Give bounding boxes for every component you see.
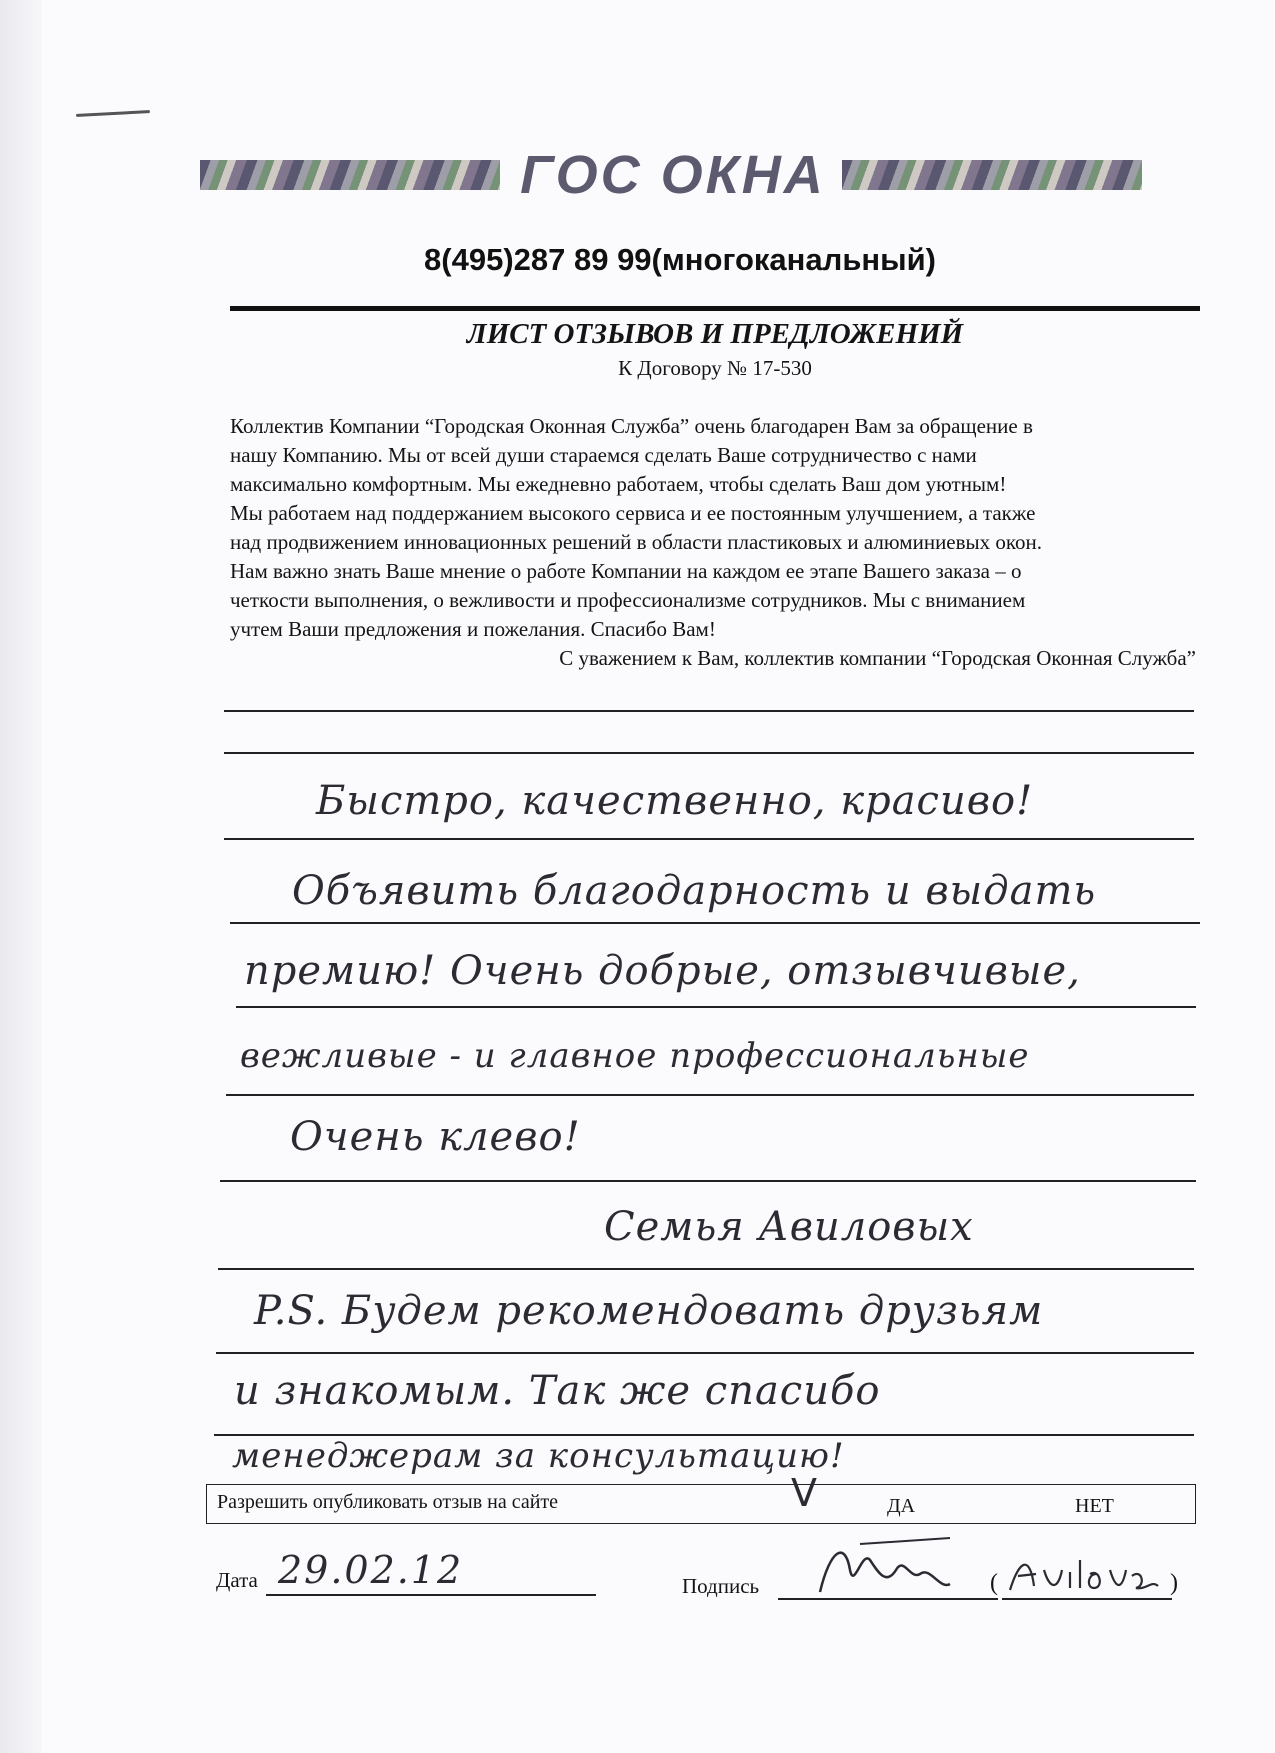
signature-label: Подпись [682,1574,760,1598]
date-field-line [266,1594,596,1596]
check-mark-icon[interactable]: V [791,1471,817,1515]
intro-line: Коллектив Компании “Городская Оконная Служба” очень благодарен Вам за обращение в [230,414,1033,438]
publish-permission-label: Разрешить опубликовать отзыв на сайте [217,1491,559,1513]
scan-edge [0,0,42,1753]
handwritten-line: премию! Очень добрые, отзывчивые, [244,948,1081,994]
company-phone: 8(495)287 89 99(многоканальный) [424,242,936,277]
intro-paragraph [230,412,1210,644]
staple-mark [76,110,150,117]
logo-stripe-right [842,160,1142,190]
handwritten-line: Быстро, качественно, красиво! [316,778,1034,824]
handwritten-line: Объявить благодарность и выдать [292,868,1097,914]
closing-signoff: С уважением к Вам, коллектив компании “Городская Оконная Служба” [559,646,1196,670]
ruled-line [224,710,1194,712]
company-logo-text: ГОС ОКНА [520,145,826,205]
ruled-line [216,1352,1194,1354]
handwritten-line: P.S. Будем рекомендовать друзьям [254,1288,1044,1334]
publish-no-option[interactable]: НЕТ [1075,1495,1114,1517]
handwritten-line: Очень клево! [290,1114,581,1160]
handwritten-line: вежливые - и главное профессиональные [240,1036,1030,1076]
intro-line: нашу Компанию. Мы от всей души стараемся сделать Ваше сотрудничество с нами [230,443,977,467]
header-divider [230,306,1200,311]
ruled-line [224,838,1194,840]
handwritten-signature-icon [800,1530,1000,1610]
contract-reference: К Договору № 17-530 [618,356,812,380]
date-field-value[interactable]: 29.02.12 [278,1548,464,1592]
intro-line: Нам важно знать Ваше мнение о работе Компании на каждом ее этапе Вашего заказа – о [230,559,1022,583]
signature-name-paren-open: ( [990,1570,998,1596]
company-header [200,140,1160,210]
form-title: ЛИСТ ОТЗЫВОВ И ПРЕДЛОЖЕНИЙ [466,318,964,350]
logo-stripe-left [200,160,500,190]
handwritten-line: и знакомым. Так же спасибо [234,1368,881,1414]
ruled-line [218,1268,1194,1270]
ruled-line [236,1006,1196,1008]
intro-line: учтем Ваши предложения и пожелания. Спасибо Вам! [230,617,716,641]
intro-line: четкости выполнения, о вежливости и профессионализме сотрудников. Мы с вниманием [230,588,1026,612]
handwritten-line: Семья Авиловых [604,1204,974,1250]
intro-line: максимально комфортным. Мы ежедневно работаем, чтобы сделать Ваш дом уютным! [230,472,1007,496]
signature-name-paren-close: ) [1170,1570,1178,1596]
ruled-line [226,1094,1194,1096]
handwritten-line: менеджерам за консультацию! [232,1436,845,1476]
handwritten-surname-icon [1000,1550,1170,1600]
ruled-line [220,1180,1196,1182]
ruled-line [230,922,1200,924]
publish-yes-option[interactable]: ДА [887,1495,916,1517]
ruled-line [224,752,1194,754]
intro-line: Мы работаем над поддержанием высокого сервиса и ее постоянным улучшением, а также [230,501,1036,525]
publish-permission-box [206,1471,1196,1524]
date-label: Дата [216,1568,258,1592]
intro-line: над продвижением инновационных решений в области пластиковых и алюминиевых окон. [230,530,1043,554]
